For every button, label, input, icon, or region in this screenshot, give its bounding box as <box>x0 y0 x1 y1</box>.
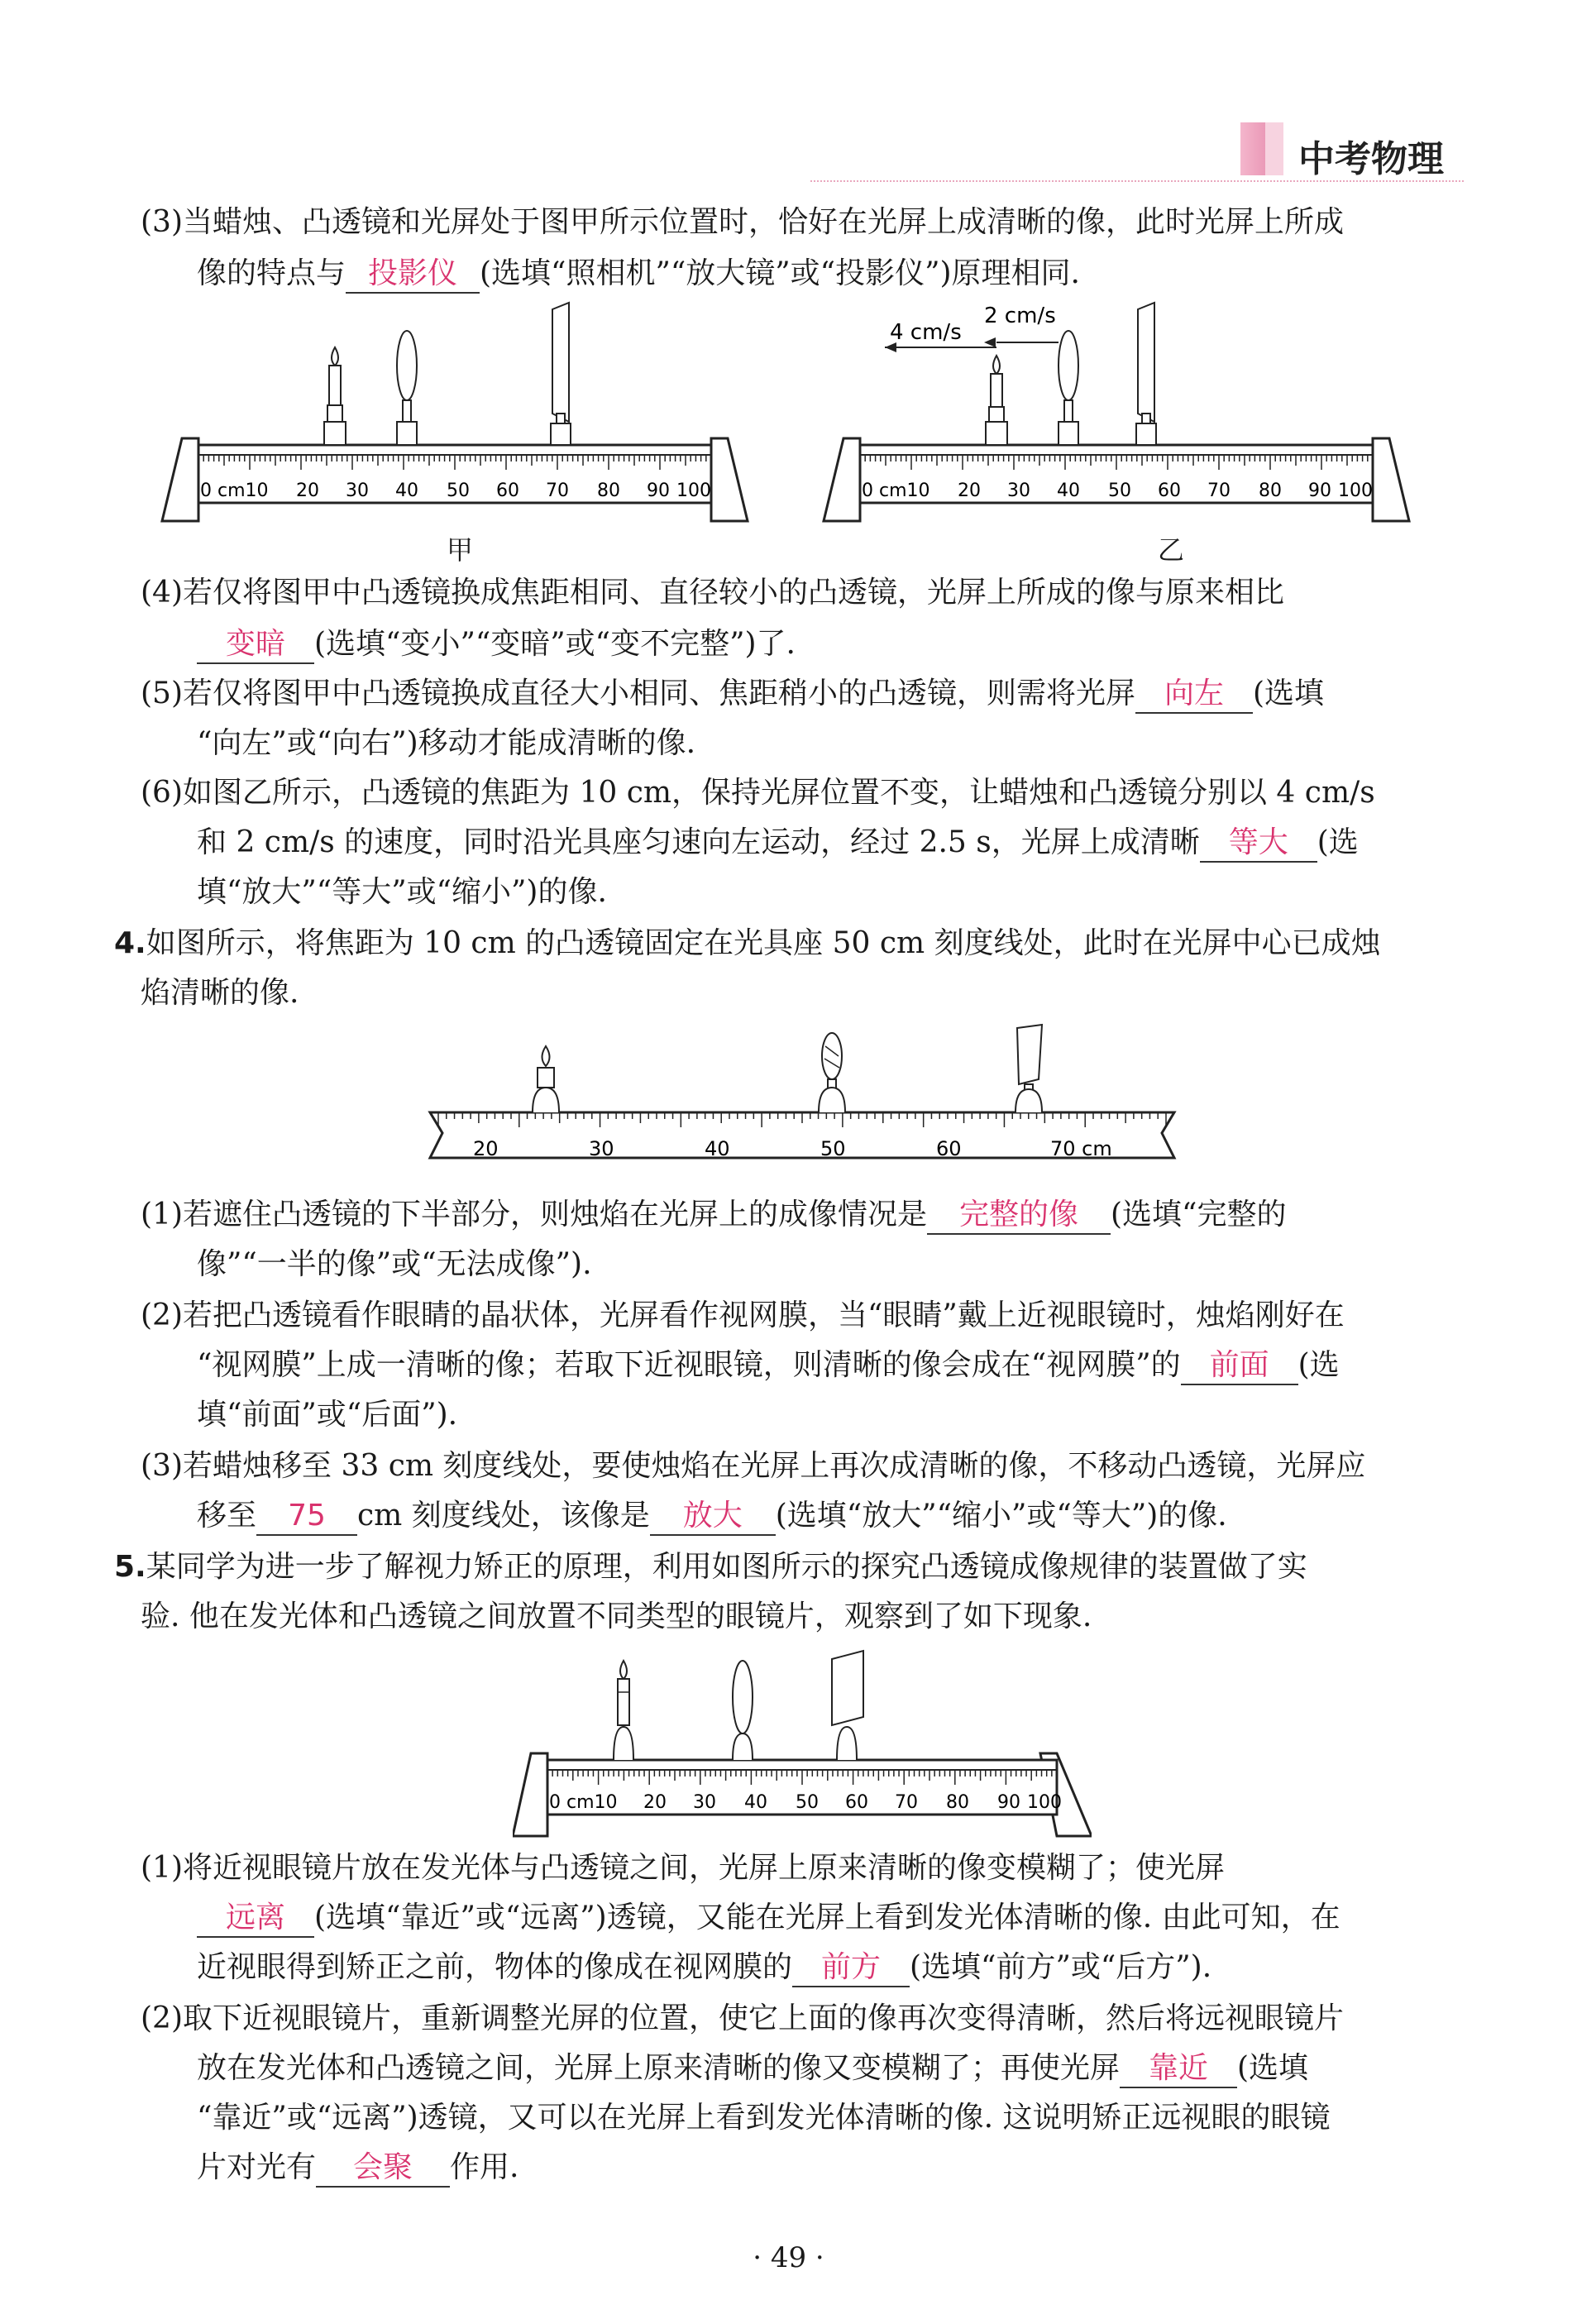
q3-p4-line2 <box>197 620 796 668</box>
ruler-label: 40 <box>705 1137 730 1160</box>
q4-p2-answer: 前面 <box>1181 1347 1298 1385</box>
q5-p2-line1: (2)取下近视眼镜片，重新调整光屏的位置，使它上面的像再次变得清晰，然后将远视眼镜片 <box>141 2001 1344 2035</box>
q5-intro-text: 某同学为进一步了解视力矫正的原理，利用如图所示的探究凸透镜成像规律的装置做了实 <box>146 1550 1307 1584</box>
bench-label: 40 <box>744 1792 767 1813</box>
q3-p5-line1 <box>141 670 1324 718</box>
q3-p4-line1: (4)若仅将图甲中凸透镜换成焦距相同、直径较小的凸透镜，光屏上所成的像与原来相比 <box>141 576 1284 610</box>
lens-icon <box>733 1661 753 1760</box>
candle-icon <box>533 1046 559 1112</box>
ruler-label: 20 <box>473 1137 499 1160</box>
bench-label: 70 <box>1207 481 1231 501</box>
ruler-label: 60 <box>936 1137 962 1160</box>
bench-label: 100 <box>1027 1792 1062 1813</box>
q5-intro-line2: 验. 他在发光体和凸透镜之间放置不同类型的眼镜片，观察到了如下现象. <box>141 1600 1092 1633</box>
ruler-label: 50 <box>820 1137 846 1160</box>
q5-number: 5. <box>114 1550 146 1584</box>
screen-icon <box>1136 303 1156 445</box>
q4-number: 4. <box>114 926 146 960</box>
q5-p1-options: (选填“前方”或“后方”). <box>910 1950 1212 1984</box>
header-rule <box>810 180 1464 182</box>
q3-p5-line2: “向左”或“向右”)移动才能成清晰的像. <box>197 726 696 760</box>
q5-p2-line2 <box>197 2044 1308 2092</box>
q4-intro-text: 如图所示，将焦距为 10 cm 的凸透镜固定在光具座 50 cm 刻度线处，此时在光屏中心已成烛 <box>146 926 1381 960</box>
q4-p3-answer-1: 75 <box>256 1498 357 1536</box>
candle-speed-label: 4 cm/s <box>890 320 962 345</box>
bench-label: 20 <box>958 481 981 501</box>
q4-p1-line2: 像”“一半的像”或“无法成像”). <box>197 1247 592 1281</box>
header-decoration-light <box>1265 122 1283 175</box>
page-header <box>1216 106 1464 180</box>
lens-speed-label: 2 cm/s <box>984 304 1056 328</box>
q4-intro-line2: 焰清晰的像. <box>141 976 299 1010</box>
bench-label: 0 cm10 <box>549 1792 618 1813</box>
q3-p4-answer: 变暗 <box>197 626 314 664</box>
q5-p2-line4 <box>197 2144 518 2192</box>
bench-label: 60 <box>845 1792 868 1813</box>
q3-p5-options-start: (选填 <box>1253 677 1325 710</box>
q4-p1-answer: 完整的像 <box>927 1197 1111 1235</box>
bench-label: 30 <box>693 1792 716 1813</box>
bench-label: 90 <box>647 481 670 501</box>
lens-icon <box>397 331 417 445</box>
q5-intro-line1 <box>114 1543 1307 1591</box>
bench-label: 60 <box>496 481 519 501</box>
bench-label: 90 <box>1308 481 1331 501</box>
q3-p4-options: (选填“变小”“变暗”或“变不完整”)了. <box>314 627 796 661</box>
bench-label: 90 <box>997 1792 1020 1813</box>
q4-p3-text: 移至 <box>197 1499 257 1533</box>
candle-icon <box>614 1661 633 1760</box>
q4-p3-answer-2: 放大 <box>650 1498 776 1536</box>
ruler-label: 70 cm <box>1050 1137 1112 1160</box>
q5-p1-line3 <box>197 1944 1211 1992</box>
bench-label: 80 <box>946 1792 969 1813</box>
figure-q5 <box>513 1646 1092 1844</box>
q4-p1-text: (1)若遮住凸透镜的下半部分，则烛焰在光屏上的成像情况是 <box>141 1198 927 1231</box>
q3-p6-line2 <box>197 819 1359 867</box>
q3-p3-text: 像的特点与 <box>197 256 346 290</box>
bench-label: 0 cm10 <box>862 481 930 501</box>
q5-p1-text: (选填“靠近”或“远离”)透镜，又能在光屏上看到发光体清晰的像. 由此可知，在 <box>314 1901 1340 1934</box>
screen-icon <box>551 303 571 445</box>
figure-yi <box>819 298 1414 529</box>
q3-p6-options-start: (选 <box>1317 825 1359 859</box>
q3-p6-line1: (6)如图乙所示，凸透镜的焦距为 10 cm，保持光屏位置不变，让蜡烛和凸透镜分别以 4 cm/s <box>141 776 1375 810</box>
q4-p3-line1: (3)若蜡烛移至 33 cm 刻度线处，要使烛焰在光屏上再次成清晰的像，不移动凸透镜，光屏应 <box>141 1449 1366 1483</box>
lens-icon <box>1059 331 1078 445</box>
bench-label: 100 <box>1338 481 1373 501</box>
q3-p3-line1: (3)当蜡烛、凸透镜和光屏处于图甲所示位置时，恰好在光屏上成清晰的像，此时光屏上所成 <box>141 205 1344 239</box>
q4-p3-options: (选填“放大”“缩小”或“等大”)的像. <box>775 1499 1227 1533</box>
q5-p1-answer-2: 前方 <box>792 1949 910 1987</box>
bench-label: 30 <box>346 481 369 501</box>
q4-p2-line1: (2)若把凸透镜看作眼睛的晶状体，光屏看作视网膜，当“眼睛”戴上近视眼镜时，烛焰刚好在 <box>141 1298 1345 1332</box>
q5-p1-line1: (1)将近视眼镜片放在发光体与凸透镜之间，光屏上原来清晰的像变模糊了；使光屏 <box>141 1851 1225 1885</box>
ruler-label: 30 <box>589 1137 614 1160</box>
q3-p6-answer: 等大 <box>1200 825 1317 863</box>
q4-p2-options-start: (选 <box>1297 1348 1340 1382</box>
q3-p5-text: (5)若仅将图甲中凸透镜换成直径大小相同、焦距稍小的凸透镜，则需将光屏 <box>141 677 1135 710</box>
candle-icon <box>986 356 1007 445</box>
q4-p3-line2 <box>197 1492 1227 1540</box>
figure-q4 <box>413 1021 1183 1187</box>
bench-label: 80 <box>597 481 620 501</box>
figure-yi-caption: 乙 <box>1158 534 1185 566</box>
q5-p1-line2 <box>197 1894 1340 1942</box>
bench-label: 60 <box>1158 481 1181 501</box>
bench-label: 0 cm10 <box>200 481 269 501</box>
q3-p3-answer: 投影仪 <box>346 256 480 294</box>
bench-label: 80 <box>1259 481 1282 501</box>
q5-p2-text-2: 片对光有 <box>197 2150 317 2184</box>
q4-p2-text: “视网膜”上成一清晰的像；若取下近视眼镜，则清晰的像会成在“视网膜”的 <box>197 1348 1181 1382</box>
q4-p2-line2 <box>197 1341 1340 1389</box>
bench-label: 50 <box>1108 481 1131 501</box>
bench-label: 50 <box>447 481 470 501</box>
optical-bench <box>162 438 748 521</box>
q5-p2-answer-2: 会聚 <box>316 2149 450 2188</box>
q5-p2-text: 放在发光体和凸透镜之间，光屏上原来清晰的像又变模糊了；再使光屏 <box>197 2051 1121 2085</box>
bench-label: 40 <box>1057 481 1080 501</box>
bench-label: 70 <box>895 1792 918 1813</box>
candle-icon <box>324 347 346 445</box>
figure-jia-caption: 甲 <box>447 534 474 566</box>
q3-p3-options: (选填“照相机”“放大镜”或“投影仪”)原理相同. <box>480 256 1080 290</box>
q5-p2-answer-1: 靠近 <box>1120 2050 1237 2088</box>
page-number: · 49 · <box>753 2241 824 2274</box>
q5-p1-answer-1: 远离 <box>197 1900 314 1938</box>
q5-p2-line3: “靠近”或“远离”)透镜，又可以在光屏上看到发光体清晰的像. 这说明矫正远视眼的眼镜 <box>197 2101 1331 2135</box>
q5-p1-text-2: 近视眼得到矫正之前，物体的像成在视网膜的 <box>197 1950 793 1984</box>
figure-jia <box>157 298 753 529</box>
bench-label: 50 <box>796 1792 819 1813</box>
bench-label: 100 <box>676 481 711 501</box>
bench-label: 20 <box>296 481 319 501</box>
q4-intro-line1 <box>114 920 1381 968</box>
q4-p1-line1 <box>141 1191 1286 1239</box>
lens-icon <box>819 1033 845 1112</box>
q3-p6-text: 和 2 cm/s 的速度，同时沿光具座匀速向左运动，经过 2.5 s，光屏上成清晰 <box>197 825 1200 859</box>
bench-label: 20 <box>643 1792 667 1813</box>
bench-label: 40 <box>395 481 418 501</box>
q5-p2-options-start: (选填 <box>1237 2051 1309 2085</box>
q5-p2-text-3: 作用. <box>450 2150 519 2184</box>
q4-p1-options-start: (选填“完整的 <box>1111 1198 1287 1231</box>
bench-label: 30 <box>1007 481 1030 501</box>
screen-icon <box>832 1651 863 1760</box>
q4-p2-line3: 填“前面”或“后面”). <box>197 1398 458 1432</box>
header-title: 中考物理 <box>1298 138 1444 180</box>
q3-p3-line2 <box>197 250 1080 298</box>
screen-icon <box>1015 1025 1042 1112</box>
optical-bench <box>824 438 1409 521</box>
q4-p3-text-2: cm 刻度线处，该像是 <box>357 1499 650 1533</box>
q3-p6-line3: 填“放大”“等大”或“缩小”)的像. <box>197 875 607 909</box>
bench-label: 70 <box>546 481 569 501</box>
q3-p5-answer: 向左 <box>1135 676 1253 714</box>
